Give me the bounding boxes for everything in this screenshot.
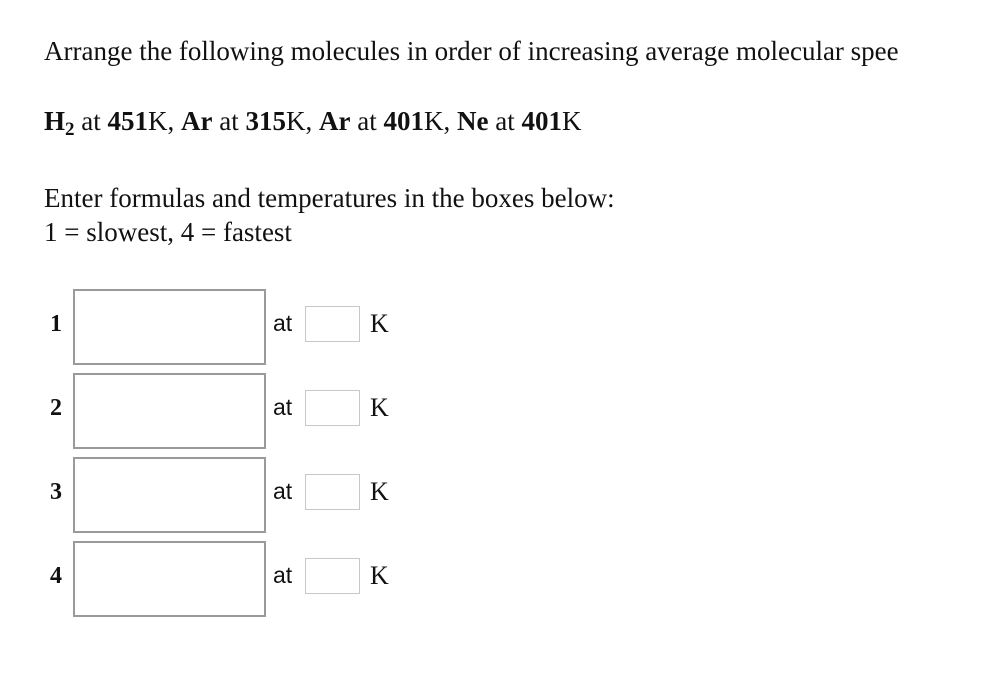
formula-input-1[interactable]: [73, 289, 266, 365]
kelvin-label: K: [370, 309, 389, 338]
separator: ,: [305, 106, 313, 136]
rank-number: 2: [50, 395, 62, 421]
temp-unit: K: [561, 106, 582, 136]
at-word: at: [495, 106, 515, 136]
rank-number: 3: [50, 479, 62, 505]
kelvin-label: K: [370, 477, 389, 506]
rank-number: 1: [50, 311, 62, 337]
molecule-formula: Ne: [456, 106, 489, 136]
instructions-line-2: 1 = slowest, 4 = fastest: [44, 217, 292, 247]
at-word: at: [81, 106, 101, 136]
molecule-formula: Ar: [319, 106, 351, 136]
temp-unit: K: [148, 106, 168, 136]
question-text: Arrange the following molecules in order of increasing average molecular spee: [44, 36, 899, 66]
molecule-subscript: 2: [65, 119, 75, 140]
temperature-input-2[interactable]: [305, 390, 360, 426]
at-label: at: [273, 478, 293, 504]
kelvin-label: K: [370, 561, 389, 590]
molecule-list: [44, 106, 582, 140]
temp-unit: K: [286, 106, 306, 136]
rank-row-3: [0, 457, 990, 533]
at-word: at: [357, 106, 377, 136]
instructions: [44, 181, 615, 249]
at-label: at: [273, 310, 293, 336]
separator: ,: [167, 106, 175, 136]
rank-row-2: [0, 373, 990, 449]
molecule-temp: 401: [383, 106, 424, 136]
kelvin-label: K: [370, 393, 389, 422]
rank-row-4: [0, 541, 990, 617]
temperature-input-1[interactable]: [305, 306, 360, 342]
temperature-input-3[interactable]: [305, 474, 360, 510]
temperature-input-4[interactable]: [305, 558, 360, 594]
temp-unit: K: [423, 106, 444, 136]
molecule-temp: 315: [245, 106, 286, 136]
instructions-line-1: Enter formulas and temperatures in the boxes below:: [44, 183, 615, 213]
formula-input-3[interactable]: [73, 457, 266, 533]
molecule-formula: Ar: [181, 106, 213, 136]
molecule-formula: H: [44, 106, 66, 136]
at-label: at: [273, 562, 293, 588]
rank-row-1: [0, 289, 990, 365]
separator: ,: [443, 106, 451, 136]
formula-input-2[interactable]: [73, 373, 266, 449]
at-word: at: [219, 106, 239, 136]
rank-number: 4: [50, 563, 62, 589]
at-label: at: [273, 394, 293, 420]
molecule-temp: 451: [107, 106, 149, 136]
molecule-temp: 401: [521, 106, 562, 136]
formula-input-4[interactable]: [73, 541, 266, 617]
